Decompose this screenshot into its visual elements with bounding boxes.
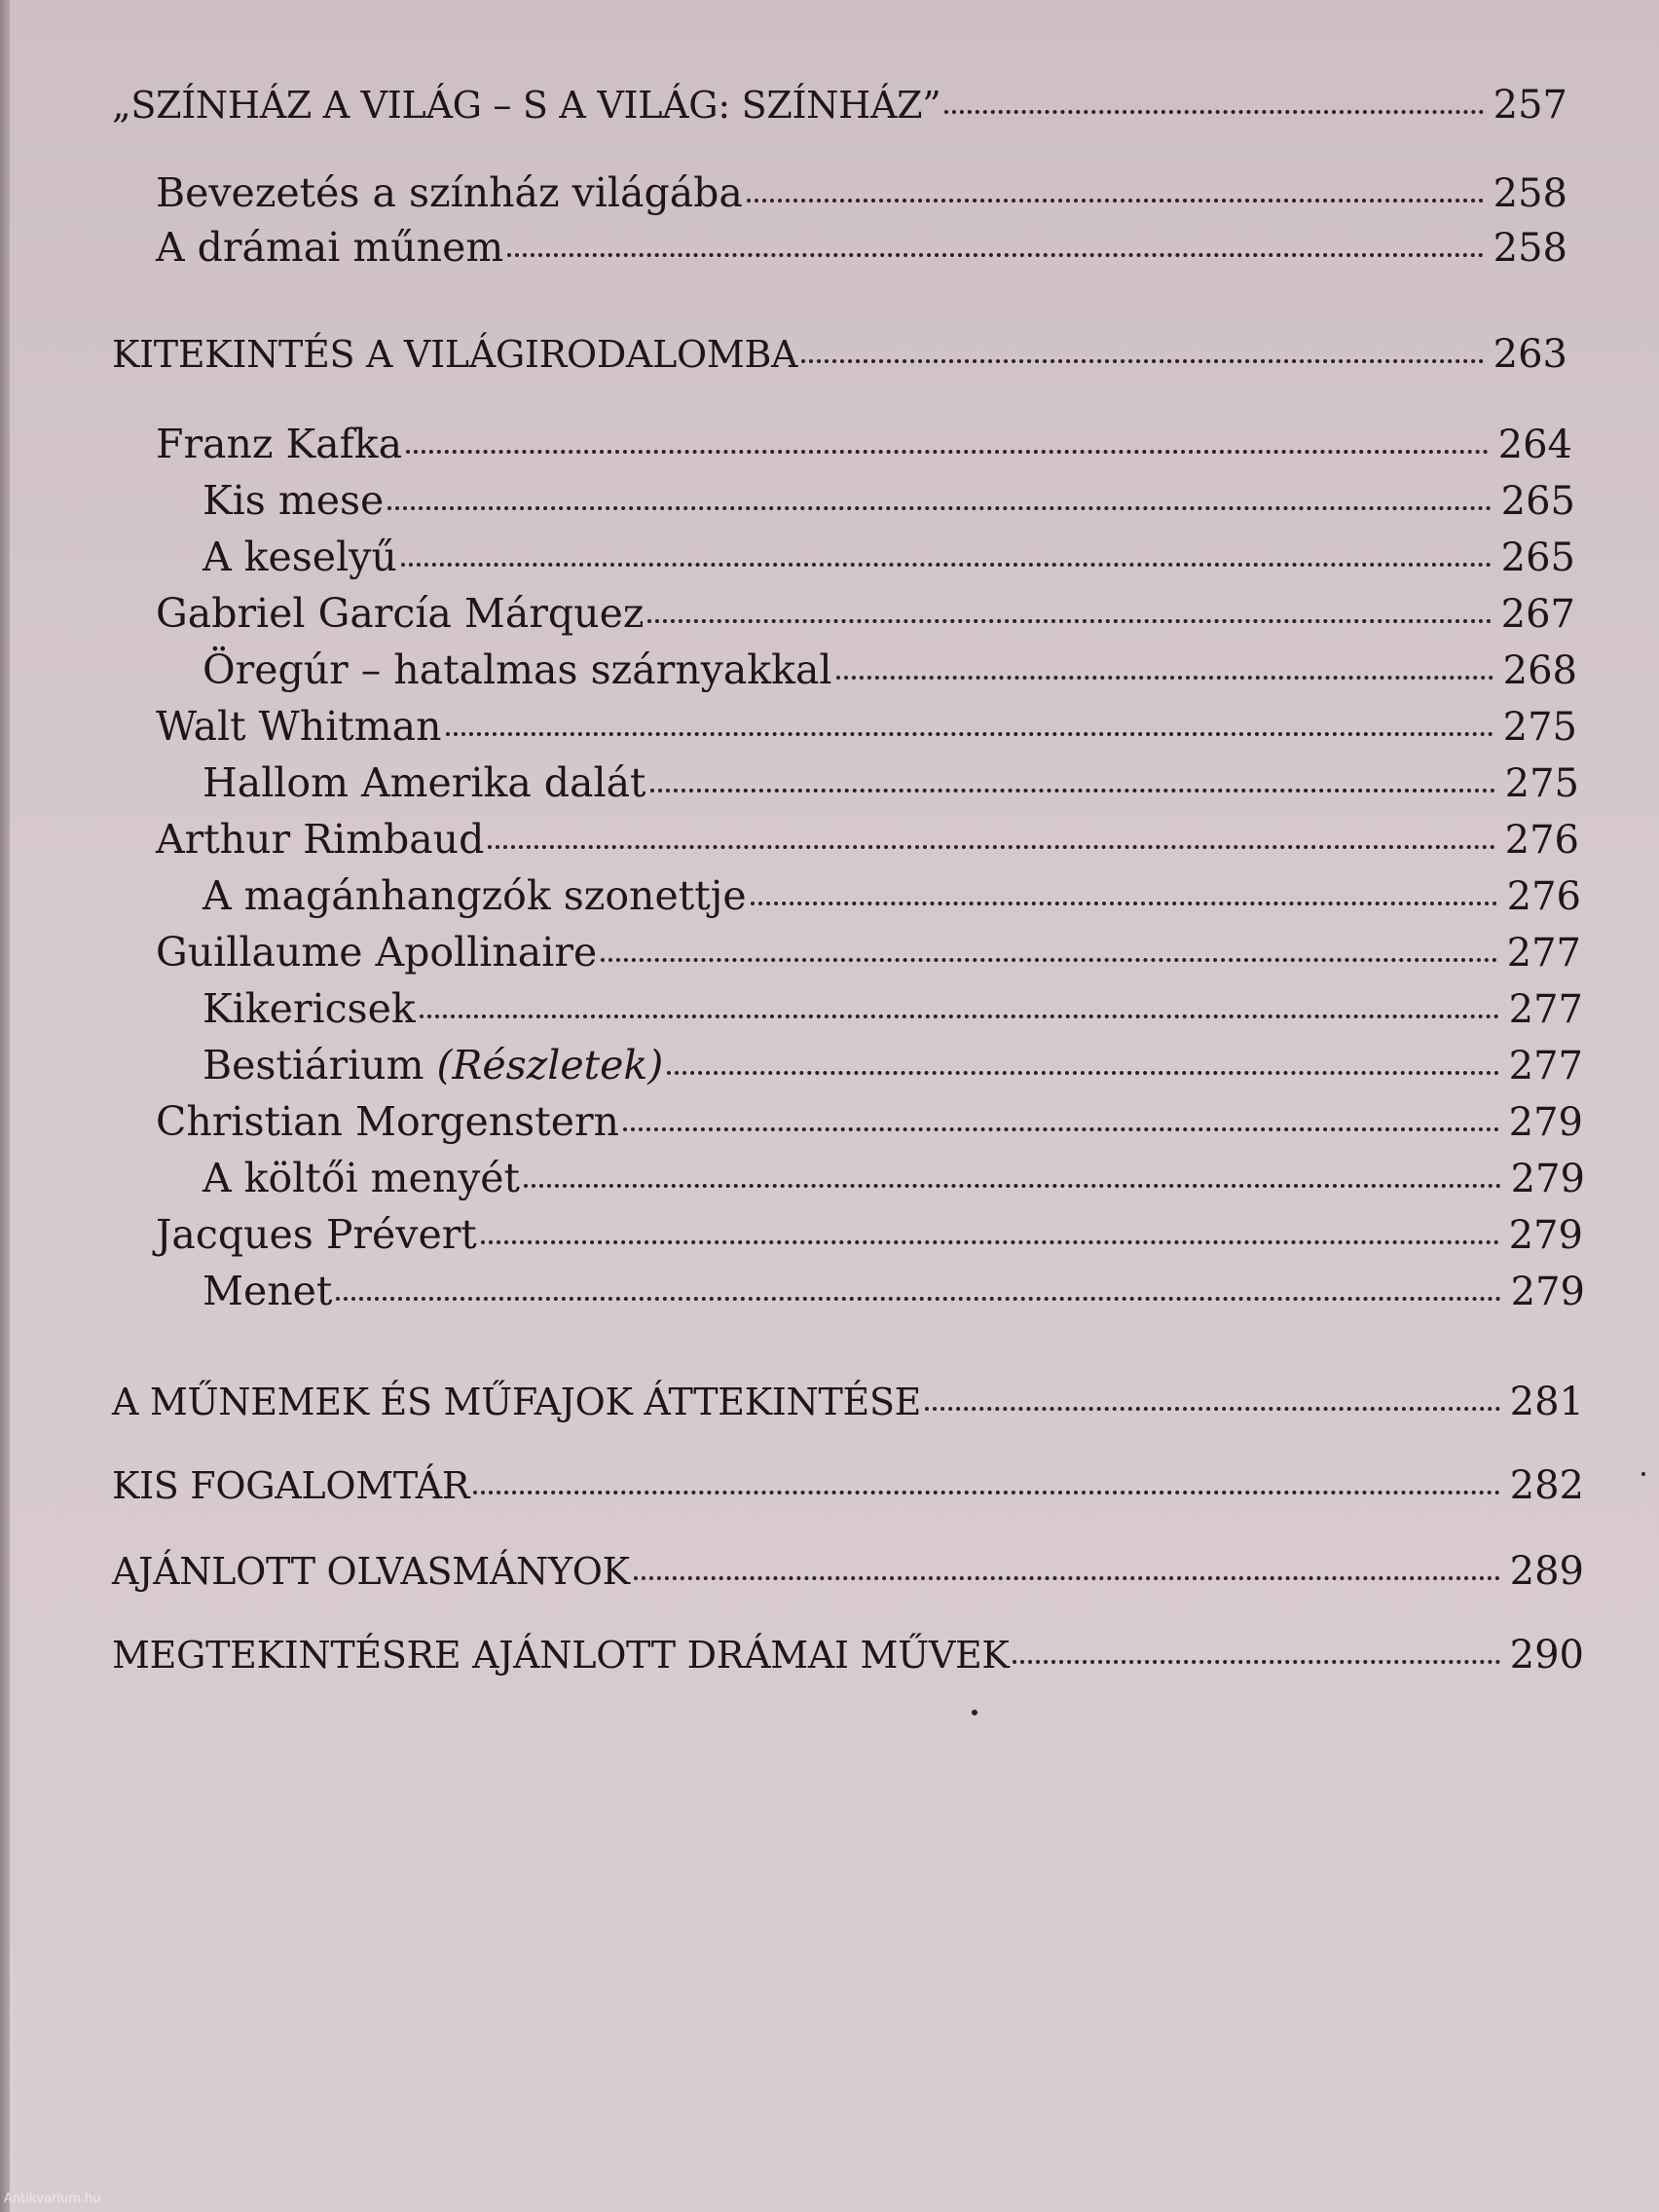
toc-item-title: Guillaume Apollinaire bbox=[156, 929, 598, 976]
toc-page-number: 265 bbox=[1500, 479, 1575, 524]
dot-leader bbox=[634, 1576, 1500, 1580]
toc-item-title: A magánhangzók szonettje bbox=[203, 872, 747, 919]
toc-section-title: KIS FOGALOMTÁR bbox=[112, 1464, 470, 1507]
toc-item bbox=[156, 588, 1575, 639]
dot-leader bbox=[944, 110, 1484, 114]
dot-leader bbox=[507, 253, 1484, 257]
toc-item-title: Öregúr – hatalmas szárnyakkal bbox=[203, 646, 832, 693]
toc-item-title: Walt Whitman bbox=[156, 703, 442, 750]
toc-item-title: Kis mese bbox=[203, 477, 385, 524]
dot-leader bbox=[488, 845, 1495, 849]
toc-item bbox=[156, 167, 1567, 218]
toc-section-title: A MŰNEMEK ÉS MŰFAJOK ÁTTEKINTÉSE bbox=[112, 1381, 922, 1423]
toc-item-title: Franz Kafka bbox=[156, 421, 403, 467]
toc-page-number: 267 bbox=[1500, 592, 1575, 637]
toc-page-number: 258 bbox=[1493, 226, 1567, 271]
toc-page-number: 276 bbox=[1506, 874, 1581, 919]
toc-item-title: Jacques Prévert bbox=[156, 1211, 477, 1258]
toc-page-number: 279 bbox=[1508, 1100, 1583, 1145]
toc-section-dramai-muvek bbox=[112, 1630, 1584, 1680]
dot-leader bbox=[524, 1184, 1501, 1188]
toc-page-number: 263 bbox=[1493, 332, 1567, 377]
toc-item bbox=[156, 419, 1572, 469]
toc-subitem bbox=[203, 1153, 1585, 1203]
dot-leader bbox=[387, 506, 1492, 510]
toc-item bbox=[156, 701, 1577, 752]
toc-subitem bbox=[203, 1266, 1585, 1316]
toc-subitem bbox=[203, 532, 1575, 582]
dot-leader bbox=[667, 1071, 1499, 1075]
toc-subitem bbox=[203, 1040, 1583, 1090]
toc-page-number: 290 bbox=[1509, 1633, 1584, 1677]
toc-item bbox=[156, 1209, 1583, 1260]
watermark: Antikvarium.hu bbox=[4, 2192, 101, 2206]
dot-leader bbox=[801, 359, 1484, 363]
dot-leader bbox=[406, 450, 1489, 454]
ink-speck bbox=[972, 1710, 977, 1715]
dot-leader bbox=[601, 958, 1497, 962]
toc-page-number: 277 bbox=[1506, 931, 1581, 976]
toc-page-number: 268 bbox=[1502, 648, 1577, 693]
toc-page-number: 257 bbox=[1493, 83, 1567, 128]
toc-page-number: 279 bbox=[1510, 1270, 1585, 1314]
toc-item-title-italic: (Részletek) bbox=[436, 1042, 664, 1088]
toc-item bbox=[156, 1096, 1583, 1147]
toc-section-title: „SZÍNHÁZ A VILÁG – S A VILÁG: SZÍNHÁZ” bbox=[112, 84, 941, 127]
dot-leader bbox=[401, 563, 1492, 567]
toc-item-title bbox=[203, 1040, 663, 1090]
toc-page-number: 279 bbox=[1510, 1157, 1585, 1201]
toc-item bbox=[156, 814, 1579, 865]
dot-leader bbox=[647, 619, 1492, 623]
toc-section-olvasmanyok bbox=[112, 1546, 1584, 1597]
toc-page-number: 258 bbox=[1493, 171, 1567, 216]
dot-leader bbox=[481, 1240, 1499, 1244]
toc-page-number: 279 bbox=[1508, 1213, 1583, 1258]
toc-subitem bbox=[203, 645, 1577, 695]
dot-leader bbox=[446, 732, 1493, 736]
toc-page-number: 277 bbox=[1508, 987, 1583, 1032]
toc-item-title: A keselyű bbox=[203, 534, 397, 580]
toc-item-title: Hallom Amerika dalát bbox=[203, 759, 646, 806]
toc-subitem bbox=[203, 475, 1575, 526]
toc-page-number: 281 bbox=[1509, 1380, 1584, 1424]
dot-leader bbox=[747, 199, 1484, 203]
dot-leader bbox=[650, 789, 1495, 793]
dot-leader bbox=[836, 676, 1493, 680]
toc-page-number: 275 bbox=[1504, 761, 1579, 806]
toc-section-title: KITEKINTÉS A VILÁGIRODALOMBA bbox=[112, 333, 798, 376]
toc-page-number: 277 bbox=[1508, 1044, 1583, 1088]
toc-page-number: 276 bbox=[1504, 818, 1579, 863]
toc-subitem bbox=[203, 757, 1579, 808]
toc-page-number: 275 bbox=[1502, 705, 1577, 750]
toc-item-title-main: Bestiárium bbox=[203, 1042, 424, 1088]
toc-section-szinhaz bbox=[112, 80, 1567, 130]
toc-item-title: Arthur Rimbaud bbox=[156, 816, 485, 863]
toc-section-mufajok bbox=[112, 1377, 1584, 1427]
ink-speck bbox=[1641, 1472, 1645, 1476]
dot-leader bbox=[751, 902, 1497, 905]
toc-page-number: 264 bbox=[1497, 423, 1572, 467]
dot-leader bbox=[1013, 1660, 1500, 1664]
toc-section-fogalomtar bbox=[112, 1460, 1584, 1511]
toc-item-title: A drámai műnem bbox=[156, 224, 504, 271]
toc-item-title: Christian Morgenstern bbox=[156, 1098, 619, 1145]
toc-section-title: MEGTEKINTÉSRE AJÁNLOTT DRÁMAI MŰVEK bbox=[112, 1634, 1010, 1677]
toc-item-title: Bevezetés a színház világába bbox=[156, 169, 743, 216]
toc-item-title: Kikericsek bbox=[203, 985, 416, 1032]
toc-subitem bbox=[203, 870, 1581, 921]
toc-section-kitekintes bbox=[112, 329, 1567, 380]
toc-item-title: Menet bbox=[203, 1268, 333, 1314]
toc-page-number: 265 bbox=[1500, 535, 1575, 580]
dot-leader bbox=[925, 1407, 1500, 1411]
toc-item-title: Gabriel García Márquez bbox=[156, 590, 645, 637]
dot-leader bbox=[473, 1491, 1500, 1494]
toc-subitem bbox=[203, 983, 1583, 1034]
toc-item-title: A költői menyét bbox=[203, 1155, 521, 1201]
toc-page-number: 289 bbox=[1509, 1549, 1584, 1594]
dot-leader bbox=[336, 1297, 1501, 1301]
toc-page-number: 282 bbox=[1509, 1463, 1584, 1508]
dot-leader bbox=[623, 1127, 1499, 1131]
toc-section-title: AJÁNLOTT OLVASMÁNYOK bbox=[112, 1550, 630, 1593]
toc-item bbox=[156, 927, 1581, 977]
toc-item bbox=[156, 222, 1567, 273]
dot-leader bbox=[420, 1014, 1499, 1018]
